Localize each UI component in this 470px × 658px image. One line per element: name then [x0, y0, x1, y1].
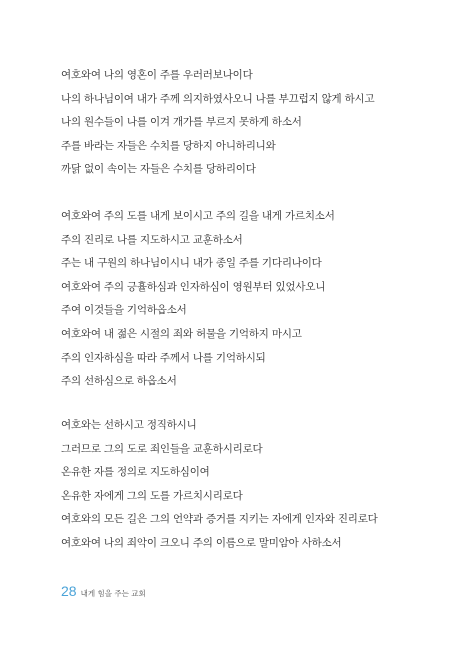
verse-line: 주의 선하심으로 하옵소서: [61, 375, 177, 388]
verse-line: 여호와여 나의 죄악이 크오니 주의 이름으로 말미암아 사하소서: [61, 536, 342, 549]
verse-line: 주를 바라는 자들은 수치를 당하지 아니하리니와: [61, 139, 276, 152]
verse-line: 주의 진리로 나를 지도하시고 교훈하소서: [61, 233, 243, 246]
verse-line: 여호와여 주의 긍휼하심과 인자하심이 영원부터 있었사오니: [61, 280, 326, 293]
verse-line: 주여 이것들을 기억하옵소서: [61, 304, 187, 317]
running-title: 내게 힘을 주는 교회: [80, 589, 146, 598]
verse-line: 주의 인자하심을 따라 주께서 나를 기억하시되: [61, 351, 266, 364]
verse-line: 여호와의 모든 길은 그의 언약과 증거를 지키는 자에게 인자와 진리로다: [61, 513, 378, 526]
stanza-2: [61, 205, 461, 394]
page-footer: [61, 583, 146, 599]
verse-line: 여호와는 선하시고 정직하시니: [61, 419, 197, 431]
verse-line: 온유한 자에게 그의 도를 가르치시리로다: [61, 489, 243, 502]
stanza-3: [61, 414, 461, 556]
verse-line: 온유한 자를 정의로 지도하심이여: [61, 466, 210, 479]
verse-line: 나의 하나님이여 내가 주께 의지하였사오니 나를 부끄럽지 않게 하시고: [61, 92, 375, 105]
verse-line: 여호와여 내 젊은 시절의 죄와 허물을 기억하지 마시고: [61, 327, 302, 340]
verse-line: 그러므로 그의 도로 죄인들을 교훈하시리로다: [61, 442, 263, 455]
verse-line: 여호와여 주의 도를 내게 보이시고 주의 길을 내게 가르치소서: [61, 210, 335, 222]
verse-line: 주는 내 구원의 하나님이시니 내가 종일 주를 기다리나이다: [61, 257, 322, 270]
stanza-1: [61, 64, 461, 182]
verse-line: 까닭 없이 속이는 자들은 수치를 당하리이다: [61, 163, 256, 176]
verse-line: 여호와여 나의 영혼이 주를 우러러보나이다: [61, 69, 253, 81]
page-number: 28: [61, 583, 77, 599]
verse-line: 나의 원수들이 나를 이겨 개가를 부르지 못하게 하소서: [61, 116, 302, 129]
